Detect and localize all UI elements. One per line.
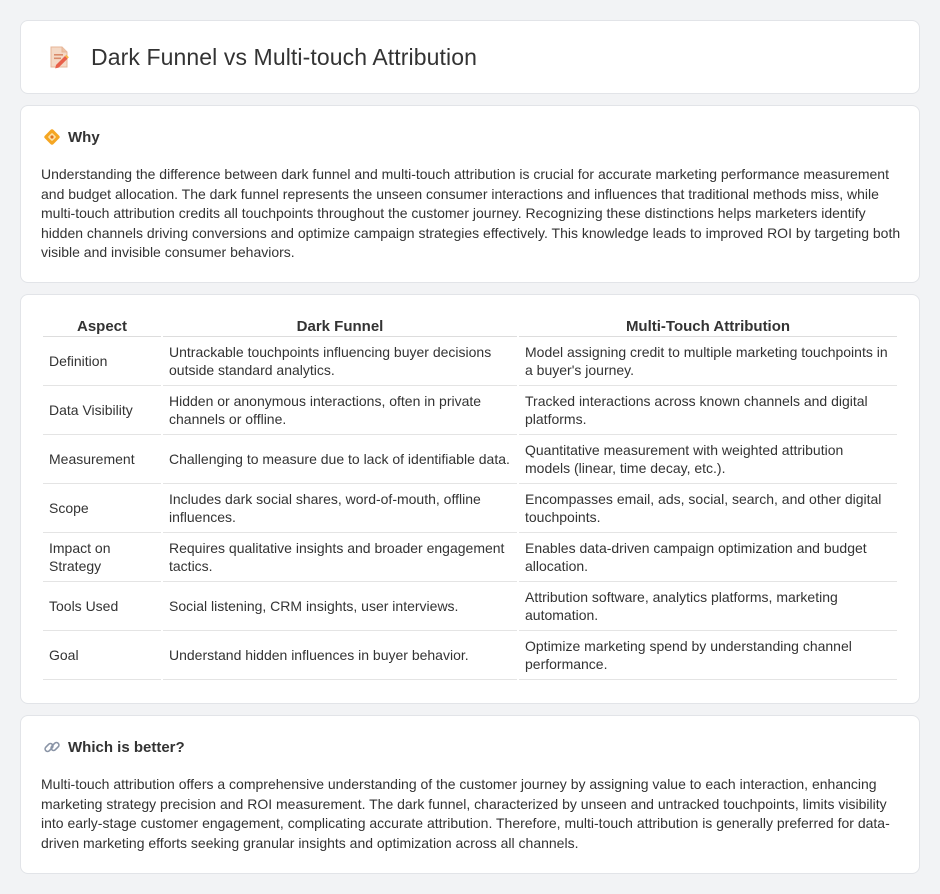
table-header-row xyxy=(43,317,897,337)
why-text: Understanding the difference between dark funnel and multi-touch attribution is crucial for accurate marketing performance measurement and budget allocation. The dark funnel represents the unseen consumer interactions and influences that traditional methods miss, while multi-touch attribution credits all touchpoints throughout the customer journey. Recognizing these distinctions helps marketers identify hidden channels driving conversions and optimize campaign strategies effectively. This knowledge leads to improved ROI by targeting both visible and invisible consumer behaviors. xyxy=(41,166,901,261)
row-dark-funnel: Challenging to measure due to lack of identifiable data. xyxy=(163,435,517,484)
row-multi-touch: Quantitative measurement with weighted attribution models (linear, time decay, etc.). xyxy=(519,435,897,484)
table-row xyxy=(43,533,897,582)
row-multi-touch: Attribution software, analytics platforms, marketing automation. xyxy=(519,582,897,631)
header-multi-touch-attribution: Multi-Touch Attribution xyxy=(519,317,897,337)
diamond-bullet-icon xyxy=(43,128,61,146)
page-title: Dark Funnel vs Multi-touch Attribution xyxy=(91,43,478,70)
pencil-document-icon xyxy=(47,45,71,69)
row-aspect: Tools Used xyxy=(43,582,161,631)
row-aspect: Measurement xyxy=(43,435,161,484)
link-icon xyxy=(43,738,61,756)
row-multi-touch: Encompasses email, ads, social, search, and other digital touchpoints. xyxy=(519,484,897,533)
table-row xyxy=(43,435,897,484)
row-dark-funnel: Hidden or anonymous interactions, often in private channels or offline. xyxy=(163,386,517,435)
row-dark-funnel: Includes dark social shares, word-of-mouth, offline influences. xyxy=(163,484,517,533)
header-dark-funnel: Dark Funnel xyxy=(163,317,517,337)
better-heading: Which is better? xyxy=(68,738,185,756)
row-multi-touch: Model assigning credit to multiple marketing touchpoints in a buyer's journey. xyxy=(519,337,897,386)
row-aspect: Goal xyxy=(43,631,161,680)
row-dark-funnel: Social listening, CRM insights, user interviews. xyxy=(163,582,517,631)
row-aspect: Definition xyxy=(43,337,161,386)
table-row xyxy=(43,631,897,680)
better-text: Multi-touch attribution offers a comprehensive understanding of the customer journey by assigning value to each interaction, enhancing marketing strategy precision and ROI measurement. The dark funnel, characterized by unseen and untracked touchpoints, limits visibility into early-stage customer engagement, complicating accurate attribution. Therefore, multi-touch attribution is generally preferred for data-driven marketing efforts seeking granular insights and optimization across all channels. xyxy=(41,776,890,851)
row-multi-touch: Tracked interactions across known channels and digital platforms. xyxy=(519,386,897,435)
row-aspect: Data Visibility xyxy=(43,386,161,435)
table-row xyxy=(43,337,897,386)
why-section xyxy=(20,105,920,283)
why-heading-row xyxy=(43,128,100,146)
table-row xyxy=(43,582,897,631)
row-multi-touch: Optimize marketing spend by understanding channel performance. xyxy=(519,631,897,680)
title-card xyxy=(20,20,920,94)
row-multi-touch: Enables data-driven campaign optimization and budget allocation. xyxy=(519,533,897,582)
row-dark-funnel: Untrackable touchpoints influencing buyer decisions outside standard analytics. xyxy=(163,337,517,386)
row-dark-funnel: Understand hidden influences in buyer behavior. xyxy=(163,631,517,680)
table-row xyxy=(43,386,897,435)
better-heading-row xyxy=(43,738,185,756)
which-is-better-section xyxy=(20,715,920,874)
row-aspect: Impact on Strategy xyxy=(43,533,161,582)
row-aspect: Scope xyxy=(43,484,161,533)
header-aspect: Aspect xyxy=(43,317,161,337)
comparison-table xyxy=(41,317,899,680)
row-dark-funnel: Requires qualitative insights and broader engagement tactics. xyxy=(163,533,517,582)
why-heading: Why xyxy=(68,128,100,146)
table-row xyxy=(43,484,897,533)
comparison-table-card xyxy=(20,294,920,704)
